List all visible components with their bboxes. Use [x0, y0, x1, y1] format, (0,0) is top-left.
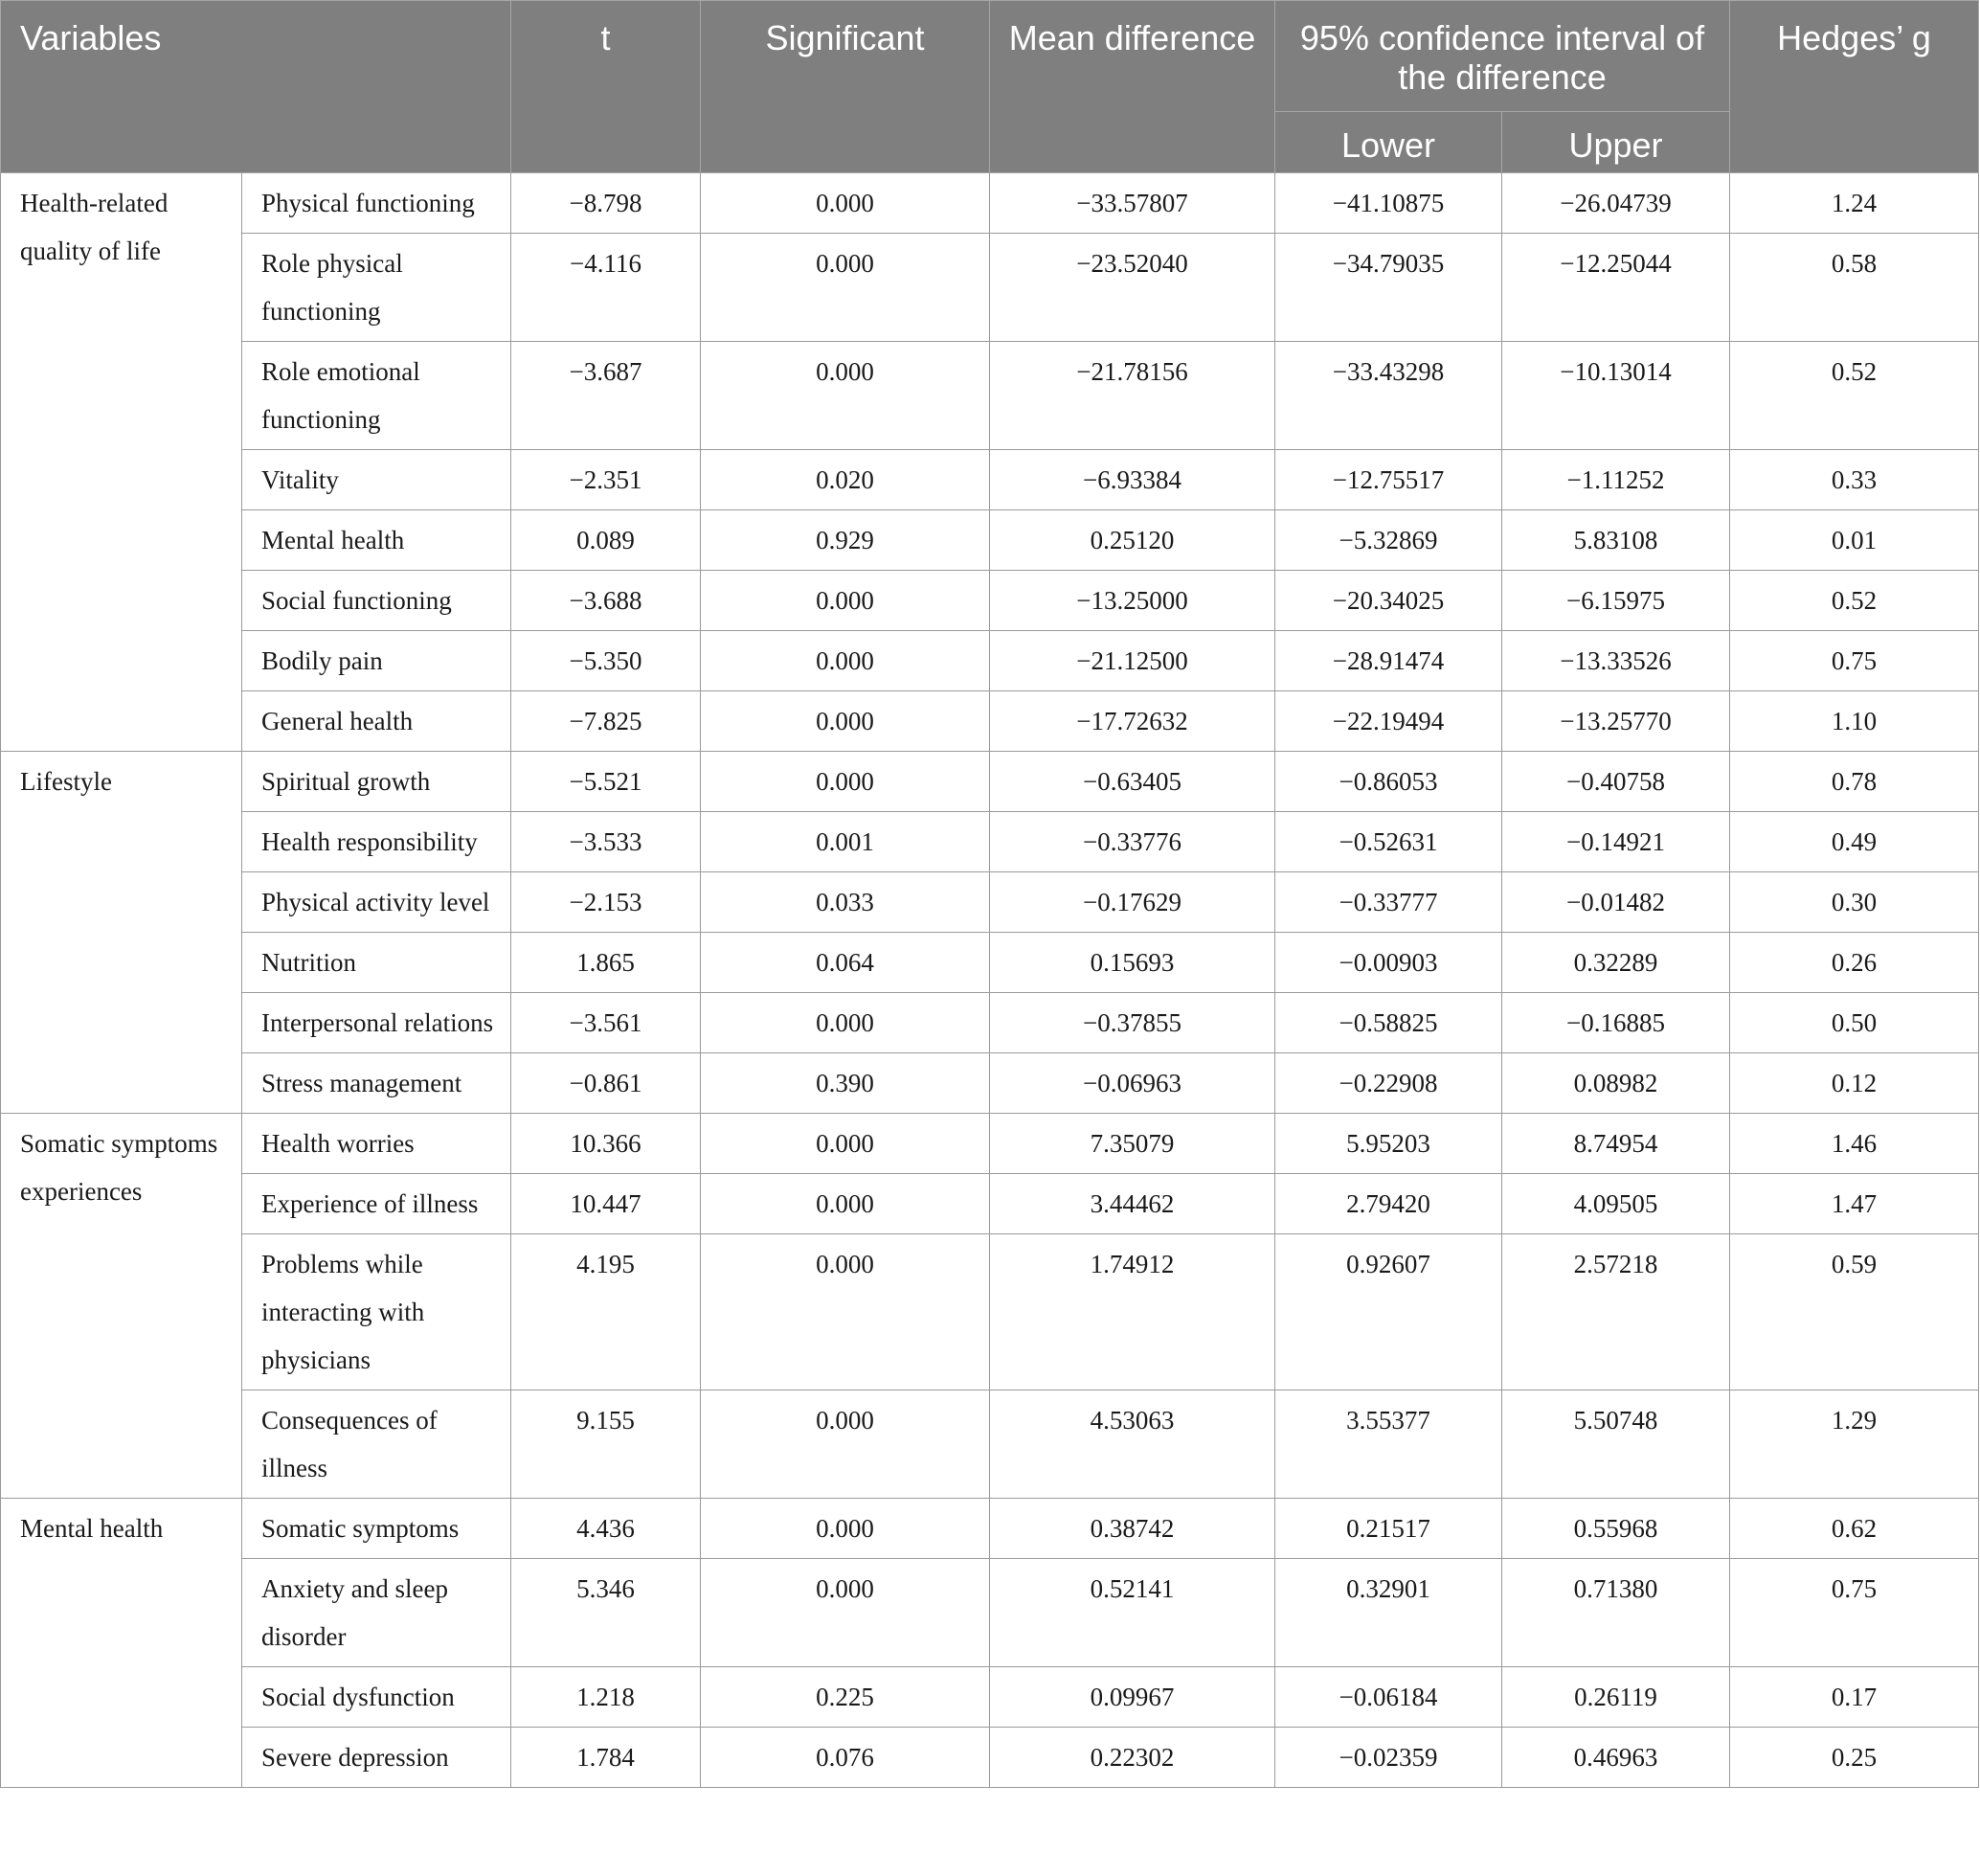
variable-cell: Social dysfunction	[242, 1667, 511, 1728]
variable-cell: Role emotional functioning	[242, 342, 511, 450]
group-label: Lifestyle	[1, 752, 242, 1114]
t-cell: −0.861	[511, 1053, 701, 1114]
variable-cell: Experience of illness	[242, 1174, 511, 1234]
significant-cell: 0.000	[701, 1559, 990, 1667]
significant-cell: 0.225	[701, 1667, 990, 1728]
variable-cell: Physical activity level	[242, 872, 511, 933]
variable-cell: Mental health	[242, 510, 511, 571]
hedges-g-cell: 0.01	[1730, 510, 1979, 571]
upper-cell: 0.46963	[1502, 1728, 1730, 1788]
lower-cell: −0.52631	[1275, 812, 1502, 872]
variable-cell: Somatic symptoms	[242, 1499, 511, 1559]
mean-difference-cell: −0.37855	[990, 993, 1275, 1053]
upper-cell: 4.09505	[1502, 1174, 1730, 1234]
upper-cell: −10.13014	[1502, 342, 1730, 450]
lower-cell: −5.32869	[1275, 510, 1502, 571]
upper-cell: −0.16885	[1502, 993, 1730, 1053]
table-row	[1, 342, 1979, 450]
t-cell: 1.865	[511, 933, 701, 993]
hedges-g-cell: 1.47	[1730, 1174, 1979, 1234]
header-upper: Upper	[1502, 112, 1730, 173]
variable-cell: Stress management	[242, 1053, 511, 1114]
table-row	[1, 1559, 1979, 1667]
significant-cell: 0.064	[701, 933, 990, 993]
header-hedges-g: Hedges’ g	[1730, 1, 1979, 173]
significant-cell: 0.033	[701, 872, 990, 933]
t-cell: 9.155	[511, 1390, 701, 1499]
table-row	[1, 450, 1979, 510]
upper-cell: −1.11252	[1502, 450, 1730, 510]
upper-cell: 0.55968	[1502, 1499, 1730, 1559]
hedges-g-cell: 0.26	[1730, 933, 1979, 993]
mean-difference-cell: −0.17629	[990, 872, 1275, 933]
lower-cell: −0.02359	[1275, 1728, 1502, 1788]
table-row	[1, 933, 1979, 993]
t-cell: 4.195	[511, 1234, 701, 1390]
significant-cell: 0.000	[701, 1390, 990, 1499]
significant-cell: 0.000	[701, 993, 990, 1053]
significant-cell: 0.000	[701, 234, 990, 342]
significant-cell: 0.000	[701, 1499, 990, 1559]
table-row	[1, 1499, 1979, 1559]
lower-cell: −0.22908	[1275, 1053, 1502, 1114]
significant-cell: 0.020	[701, 450, 990, 510]
mean-difference-cell: 7.35079	[990, 1114, 1275, 1174]
table-row	[1, 631, 1979, 691]
table-row	[1, 1174, 1979, 1234]
mean-difference-cell: 4.53063	[990, 1390, 1275, 1499]
mean-difference-cell: −0.06963	[990, 1053, 1275, 1114]
hedges-g-cell: 0.30	[1730, 872, 1979, 933]
hedges-g-cell: 0.75	[1730, 631, 1979, 691]
significant-cell: 0.000	[701, 1174, 990, 1234]
mean-difference-cell: 0.38742	[990, 1499, 1275, 1559]
table-row	[1, 571, 1979, 631]
upper-cell: 5.50748	[1502, 1390, 1730, 1499]
hedges-g-cell: 0.62	[1730, 1499, 1979, 1559]
t-cell: −2.351	[511, 450, 701, 510]
table-row	[1, 1667, 1979, 1728]
lower-cell: −34.79035	[1275, 234, 1502, 342]
hedges-g-cell: 1.46	[1730, 1114, 1979, 1174]
lower-cell: −0.06184	[1275, 1667, 1502, 1728]
lower-cell: −0.33777	[1275, 872, 1502, 933]
t-cell: −3.561	[511, 993, 701, 1053]
header-lower: Lower	[1275, 112, 1502, 173]
significant-cell: 0.000	[701, 1114, 990, 1174]
table-body	[1, 173, 1979, 1788]
table-row	[1, 1234, 1979, 1390]
hedges-g-cell: 1.24	[1730, 173, 1979, 234]
mean-difference-cell: 1.74912	[990, 1234, 1275, 1390]
lower-cell: 5.95203	[1275, 1114, 1502, 1174]
significant-cell: 0.000	[701, 1234, 990, 1390]
variable-cell: Anxiety and sleep disorder	[242, 1559, 511, 1667]
t-cell: 5.346	[511, 1559, 701, 1667]
table-row	[1, 1114, 1979, 1174]
mean-difference-cell: 0.15693	[990, 933, 1275, 993]
lower-cell: −20.34025	[1275, 571, 1502, 631]
t-cell: 10.366	[511, 1114, 701, 1174]
upper-cell: −0.01482	[1502, 872, 1730, 933]
t-cell: 0.089	[511, 510, 701, 571]
header-significant: Significant	[701, 1, 990, 173]
significant-cell: 0.000	[701, 571, 990, 631]
mean-difference-cell: −0.33776	[990, 812, 1275, 872]
table-row	[1, 234, 1979, 342]
mean-difference-cell: −0.63405	[990, 752, 1275, 812]
upper-cell: 0.08982	[1502, 1053, 1730, 1114]
table-row	[1, 1390, 1979, 1499]
lower-cell: −33.43298	[1275, 342, 1502, 450]
upper-cell: −0.14921	[1502, 812, 1730, 872]
group-label: Health-related quality of life	[1, 173, 242, 752]
t-cell: 4.436	[511, 1499, 701, 1559]
hedges-g-cell: 0.25	[1730, 1728, 1979, 1788]
t-cell: −7.825	[511, 691, 701, 752]
upper-cell: −13.25770	[1502, 691, 1730, 752]
significant-cell: 0.076	[701, 1728, 990, 1788]
variable-cell: Role physical functioning	[242, 234, 511, 342]
group-label: Mental health	[1, 1499, 242, 1788]
t-cell: −5.521	[511, 752, 701, 812]
lower-cell: 0.92607	[1275, 1234, 1502, 1390]
significant-cell: 0.001	[701, 812, 990, 872]
hedges-g-cell: 0.50	[1730, 993, 1979, 1053]
lower-cell: −12.75517	[1275, 450, 1502, 510]
hedges-g-cell: 0.52	[1730, 571, 1979, 631]
lower-cell: −28.91474	[1275, 631, 1502, 691]
t-cell: −3.533	[511, 812, 701, 872]
lower-cell: 3.55377	[1275, 1390, 1502, 1499]
significant-cell: 0.000	[701, 173, 990, 234]
table-row	[1, 173, 1979, 234]
hedges-g-cell: 0.12	[1730, 1053, 1979, 1114]
lower-cell: −0.58825	[1275, 993, 1502, 1053]
table-row	[1, 752, 1979, 812]
mean-difference-cell: −23.52040	[990, 234, 1275, 342]
significant-cell: 0.000	[701, 631, 990, 691]
upper-cell: 0.26119	[1502, 1667, 1730, 1728]
lower-cell: 2.79420	[1275, 1174, 1502, 1234]
upper-cell: 8.74954	[1502, 1114, 1730, 1174]
mean-difference-cell: 0.25120	[990, 510, 1275, 571]
mean-difference-cell: −13.25000	[990, 571, 1275, 631]
header-confidence-interval: 95% confidence interval of the difference	[1275, 1, 1730, 112]
variable-cell: Nutrition	[242, 933, 511, 993]
upper-cell: 2.57218	[1502, 1234, 1730, 1390]
t-cell: −3.687	[511, 342, 701, 450]
t-cell: −4.116	[511, 234, 701, 342]
table-row	[1, 691, 1979, 752]
t-cell: −8.798	[511, 173, 701, 234]
mean-difference-cell: 0.22302	[990, 1728, 1275, 1788]
t-cell: −5.350	[511, 631, 701, 691]
lower-cell: −41.10875	[1275, 173, 1502, 234]
t-cell: 10.447	[511, 1174, 701, 1234]
table-header	[1, 1, 1979, 173]
mean-difference-cell: −21.12500	[990, 631, 1275, 691]
significant-cell: 0.000	[701, 691, 990, 752]
table-row	[1, 1053, 1979, 1114]
variable-cell: Consequences of illness	[242, 1390, 511, 1499]
upper-cell: −26.04739	[1502, 173, 1730, 234]
hedges-g-cell: 0.33	[1730, 450, 1979, 510]
t-cell: 1.784	[511, 1728, 701, 1788]
variable-cell: Health worries	[242, 1114, 511, 1174]
t-cell: 1.218	[511, 1667, 701, 1728]
hedges-g-cell: 0.17	[1730, 1667, 1979, 1728]
lower-cell: −0.00903	[1275, 933, 1502, 993]
lower-cell: −0.86053	[1275, 752, 1502, 812]
upper-cell: −6.15975	[1502, 571, 1730, 631]
hedges-g-cell: 1.10	[1730, 691, 1979, 752]
table-row	[1, 1728, 1979, 1788]
upper-cell: −12.25044	[1502, 234, 1730, 342]
upper-cell: 5.83108	[1502, 510, 1730, 571]
header-variables: Variables	[1, 1, 511, 173]
variable-cell: Severe depression	[242, 1728, 511, 1788]
table-row	[1, 812, 1979, 872]
variable-cell: Vitality	[242, 450, 511, 510]
upper-cell: −13.33526	[1502, 631, 1730, 691]
variable-cell: Physical functioning	[242, 173, 511, 234]
mean-difference-cell: 0.09967	[990, 1667, 1275, 1728]
hedges-g-cell: 0.75	[1730, 1559, 1979, 1667]
header-mean-difference: Mean difference	[990, 1, 1275, 173]
variable-cell: Spiritual growth	[242, 752, 511, 812]
mean-difference-cell: 3.44462	[990, 1174, 1275, 1234]
significant-cell: 0.000	[701, 342, 990, 450]
mean-difference-cell: −17.72632	[990, 691, 1275, 752]
variable-cell: Interpersonal relations	[242, 993, 511, 1053]
t-cell: −3.688	[511, 571, 701, 631]
hedges-g-cell: 1.29	[1730, 1390, 1979, 1499]
upper-cell: −0.40758	[1502, 752, 1730, 812]
lower-cell: −22.19494	[1275, 691, 1502, 752]
variable-cell: General health	[242, 691, 511, 752]
t-cell: −2.153	[511, 872, 701, 933]
significant-cell: 0.000	[701, 752, 990, 812]
table-row	[1, 872, 1979, 933]
table-row	[1, 510, 1979, 571]
hedges-g-cell: 0.58	[1730, 234, 1979, 342]
mean-difference-cell: −33.57807	[990, 173, 1275, 234]
variable-cell: Problems while interacting with physicians	[242, 1234, 511, 1390]
significant-cell: 0.390	[701, 1053, 990, 1114]
upper-cell: 0.32289	[1502, 933, 1730, 993]
significant-cell: 0.929	[701, 510, 990, 571]
lower-cell: 0.32901	[1275, 1559, 1502, 1667]
group-label: Somatic symptoms experiences	[1, 1114, 242, 1499]
header-t: t	[511, 1, 701, 173]
lower-cell: 0.21517	[1275, 1499, 1502, 1559]
variable-cell: Social functioning	[242, 571, 511, 631]
hedges-g-cell: 0.49	[1730, 812, 1979, 872]
mean-difference-cell: −6.93384	[990, 450, 1275, 510]
upper-cell: 0.71380	[1502, 1559, 1730, 1667]
mean-difference-cell: 0.52141	[990, 1559, 1275, 1667]
hedges-g-cell: 0.78	[1730, 752, 1979, 812]
variable-cell: Bodily pain	[242, 631, 511, 691]
variable-cell: Health responsibility	[242, 812, 511, 872]
mean-difference-cell: −21.78156	[990, 342, 1275, 450]
table-row	[1, 993, 1979, 1053]
hedges-g-cell: 0.52	[1730, 342, 1979, 450]
hedges-g-cell: 0.59	[1730, 1234, 1979, 1390]
